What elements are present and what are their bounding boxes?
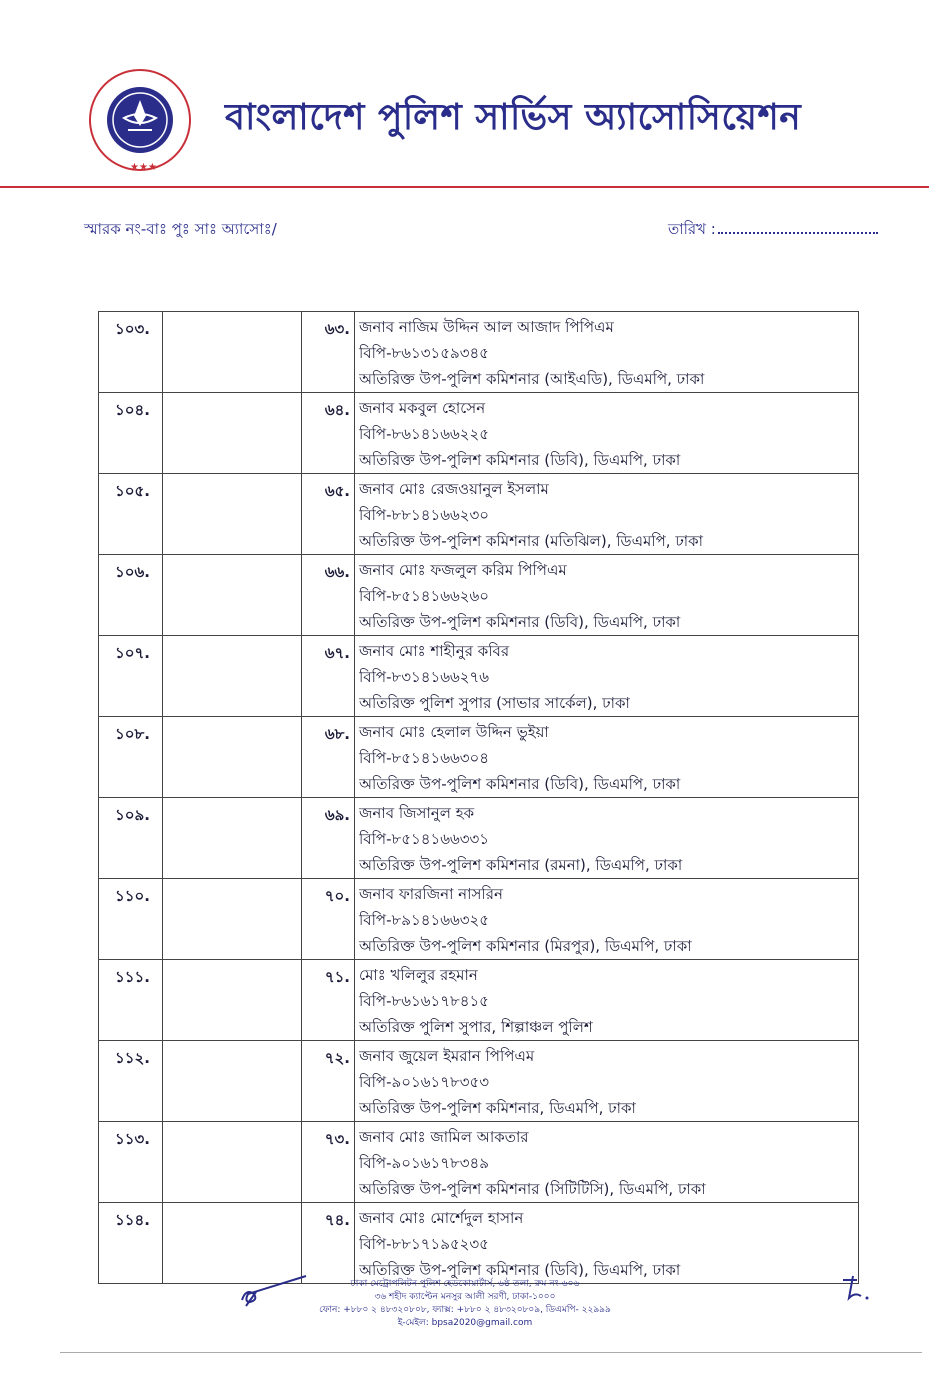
list-number: ৭২. (302, 1041, 355, 1122)
footer-divider (60, 1352, 922, 1353)
officer-name: জনাব মোঃ রেজওয়ানুল ইসলাম (359, 480, 549, 498)
officer-details (355, 474, 859, 555)
reference-number: স্মারক নং-বাঃ পুঃ সাঃ অ্যাসোঃ/ (84, 220, 277, 238)
serial-number: ১১২. (99, 1041, 163, 1122)
table-row (99, 879, 859, 960)
officer-post: অতিরিক্ত উপ-পুলিশ কমিশনার (মিরপুর), ডিএমপি, ঢাকা (359, 937, 692, 955)
serial-number: ১১১. (99, 960, 163, 1041)
officer-post: অতিরিক্ত পুলিশ সুপার (সাভার সার্কেল), ঢাকা (359, 694, 630, 712)
table-row (99, 1203, 859, 1284)
association-logo (84, 66, 196, 178)
table-row (99, 1122, 859, 1203)
officer-name: মোঃ খলিলুর রহমান (359, 966, 478, 984)
officer-details (355, 1041, 859, 1122)
blank-cell (163, 474, 302, 555)
officer-name: জনাব মোঃ ফজলুল করিম পিপিএম (359, 561, 567, 579)
officer-post: অতিরিক্ত উপ-পুলিশ কমিশনার (রমনা), ডিএমপি, ঢাকা (359, 856, 683, 874)
svg-text:★★★: ★★★ (130, 162, 157, 173)
officer-bp-number: বিপি-৮৮১৭১৯৫২৩৫ (359, 1235, 489, 1253)
list-number: ৬৫. (302, 474, 355, 555)
officer-post: অতিরিক্ত উপ-পুলিশ কমিশনার (মতিঝিল), ডিএমপি, ঢাকা (359, 532, 703, 550)
list-number: ৭৩. (302, 1122, 355, 1203)
serial-number: ১০৪. (99, 393, 163, 474)
officer-post: অতিরিক্ত উপ-পুলিশ কমিশনার (ডিবি), ডিএমপি, ঢাকা (359, 451, 681, 469)
officer-details (355, 879, 859, 960)
table-row (99, 474, 859, 555)
blank-cell (163, 1122, 302, 1203)
officer-details (355, 1203, 859, 1284)
blank-cell (163, 555, 302, 636)
officer-post: অতিরিক্ত উপ-পুলিশ কমিশনার (ডিবি), ডিএমপি, ঢাকা (359, 775, 681, 793)
list-number: ৬৮. (302, 717, 355, 798)
table-row (99, 798, 859, 879)
officer-name: জনাব মোঃ জামিল আকতার (359, 1128, 529, 1146)
table-row (99, 393, 859, 474)
date-blank (718, 220, 878, 234)
serial-number: ১০৫. (99, 474, 163, 555)
blank-cell (163, 960, 302, 1041)
table-row (99, 555, 859, 636)
serial-number: ১১০. (99, 879, 163, 960)
officer-name: জনাব মোঃ মোর্শেদুল হাসান (359, 1209, 524, 1227)
officer-name: জনাব নাজিম উদ্দিন আল আজাদ পিপিএম (359, 318, 614, 336)
blank-cell (163, 393, 302, 474)
officer-bp-number: বিপি-৮৯১৪১৬৬৩২৫ (359, 911, 489, 929)
date-field (668, 218, 878, 243)
officer-name: জনাব জুয়েল ইমরান পিপিএম (359, 1047, 535, 1065)
footer-line-1: ঢাকা মেট্রোপলিটন পুলিশ হেডকোয়ার্টার্স, ৬ষ্ঠ তলা, রুম নং-৬০৬ (350, 1279, 580, 1289)
officer-bp-number: বিপি-৮৬১৩১৫৯৩৪৫ (359, 344, 489, 362)
officer-post: অতিরিক্ত উপ-পুলিশ কমিশনার (ডিবি), ডিএমপি, ঢাকা (359, 613, 681, 631)
footer-line-2: ৩৬ শহীদ ক্যাপ্টেন মনসুর আলী সরণী, ঢাকা-১০০০ (374, 1292, 556, 1302)
officer-details (355, 960, 859, 1041)
list-number: ৬৯. (302, 798, 355, 879)
officer-post: অতিরিক্ত পুলিশ সুপার, শিল্পাঞ্চল পুলিশ (359, 1018, 593, 1036)
officer-post: অতিরিক্ত উপ-পুলিশ কমিশনার (ডিবি), ডিএমপি, ঢাকা (359, 1261, 681, 1279)
officer-table (98, 311, 859, 1284)
footer-line-3: ফোন: +৮৮০ ২ ৪৮৩২০৮০৮, ফ্যাক্স: +৮৮০ ২ ৪৮৩২০৮০৯, ডিএমপি- ২২৯৯৯ (319, 1305, 611, 1315)
table-row (99, 960, 859, 1041)
table-row (99, 717, 859, 798)
officer-details (355, 555, 859, 636)
blank-cell (163, 1041, 302, 1122)
serial-number: ১১৪. (99, 1203, 163, 1284)
blank-cell (163, 798, 302, 879)
officer-bp-number: বিপি-৯০১৬১৭৮৩৪৯ (359, 1154, 489, 1172)
officer-details (355, 393, 859, 474)
officer-bp-number: বিপি-৯০১৬১৭৮৩৫৩ (359, 1073, 489, 1091)
officer-post: অতিরিক্ত উপ-পুলিশ কমিশনার (আইএডি), ডিএমপি, ঢাকা (359, 370, 705, 388)
blank-cell (163, 879, 302, 960)
list-number: ৬৭. (302, 636, 355, 717)
officer-bp-number: বিপি-৮৬১৬১৭৮৪১৫ (359, 992, 489, 1010)
officer-name: জনাব মোঃ শাহীনুর কবির (359, 642, 510, 660)
footer-line-4: ই-মেইল: bpsa2020@gmail.com (397, 1318, 533, 1328)
letterhead (0, 0, 929, 190)
officer-name: জনাব জিসানুল হক (359, 804, 475, 822)
officer-bp-number: বিপি-৮৮১৪১৬৬২৩০ (359, 506, 489, 524)
list-number: ৭৪. (302, 1203, 355, 1284)
serial-number: ১০৬. (99, 555, 163, 636)
serial-number: ১১৩. (99, 1122, 163, 1203)
officer-details (355, 312, 859, 393)
blank-cell (163, 312, 302, 393)
serial-number: ১০৯. (99, 798, 163, 879)
footer (0, 1278, 929, 1373)
header-divider (0, 186, 929, 188)
officer-name: জনাব ফারজিনা নাসরিন (359, 885, 503, 903)
officer-post: অতিরিক্ত উপ-পুলিশ কমিশনার, ডিএমপি, ঢাকা (359, 1099, 636, 1117)
blank-cell (163, 636, 302, 717)
table-row (99, 312, 859, 393)
serial-number: ১০৮. (99, 717, 163, 798)
table-row (99, 1041, 859, 1122)
officer-details (355, 798, 859, 879)
officer-bp-number: বিপি-৮৫১৪১৬৬৩৩১ (359, 830, 489, 848)
serial-number: ১০৭. (99, 636, 163, 717)
serial-number: ১০৩. (99, 312, 163, 393)
list-number: ৭০. (302, 879, 355, 960)
footer-address (250, 1278, 680, 1330)
table-row (99, 636, 859, 717)
officer-name: জনাব মোঃ হেলাল উদ্দিন ভুইয়া (359, 723, 549, 741)
officer-details (355, 636, 859, 717)
list-number: ৬৪. (302, 393, 355, 474)
officer-post: অতিরিক্ত উপ-পুলিশ কমিশনার (সিটিটিসি), ডিএমপি, ঢাকা (359, 1180, 706, 1198)
officer-name: জনাব মকবুল হোসেন (359, 399, 486, 417)
blank-cell (163, 717, 302, 798)
list-number: ৬৩. (302, 312, 355, 393)
officer-details (355, 717, 859, 798)
list-number: ৬৬. (302, 555, 355, 636)
officer-bp-number: বিপি-৮৫১৪১৬৬২৬০ (359, 587, 489, 605)
officer-bp-number: বিপি-৮৫১৪১৬৬৩০৪ (359, 749, 489, 767)
organization-title: বাংলাদেশ পুলিশ সার্ভিস অ্যাসোসিয়েশন (225, 97, 802, 138)
list-number: ৭১. (302, 960, 355, 1041)
officer-details (355, 1122, 859, 1203)
officer-bp-number: বিপি-৮৬১৪১৬৬২২৫ (359, 425, 489, 443)
date-label: তারিখ : (668, 220, 716, 238)
officer-bp-number: বিপি-৮৩১৪১৬৬২৭৬ (359, 668, 489, 686)
